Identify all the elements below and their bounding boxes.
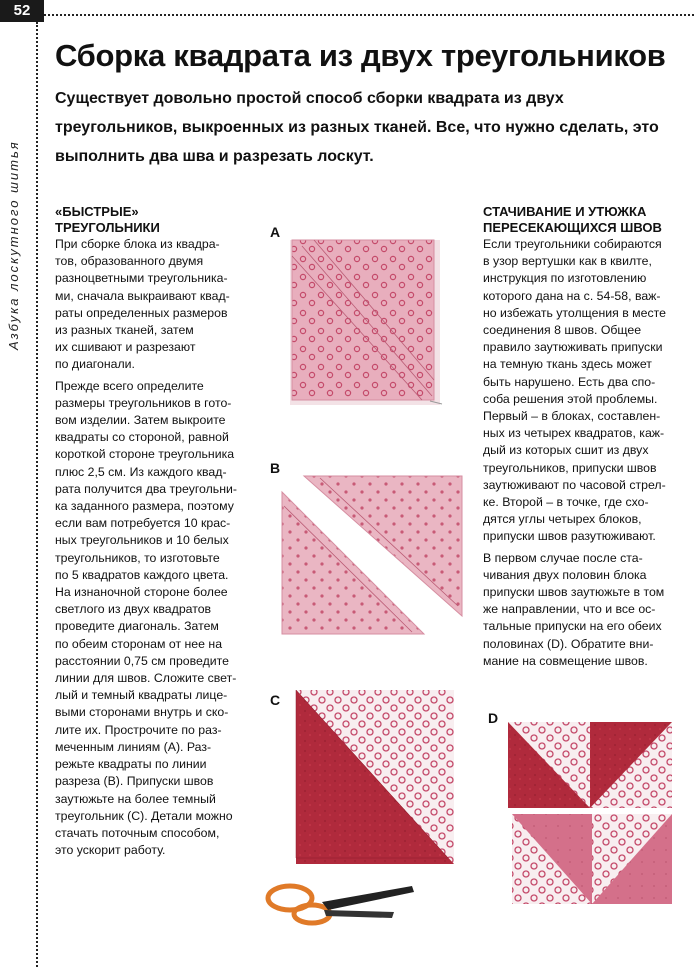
- figure-c-image: [262, 688, 467, 928]
- page-number: 52: [0, 0, 44, 22]
- right-column: [483, 204, 695, 670]
- figure-c: [262, 688, 467, 928]
- intro-paragraph: Существует довольно простой способ сборки квадрата из двух треугольников, выкроенных из разных тканей. Все, что нужно сделать, это выполнить два шва и разрезать лоскут.: [55, 90, 659, 165]
- right-paragraph-2: В первом случае после ста- чивания двух половин блока припуски швов заутюжьте в том же направлении, что и все ос- тальные припуски на его обеих половинах (D). Обратите вни- мание на совмещение швов.: [483, 550, 665, 668]
- figure-b-label: B: [270, 460, 281, 476]
- figure-d: [482, 702, 692, 917]
- figure-a: [262, 218, 467, 408]
- left-paragraph-1: При сборке блока из квадра- тов, образованного двумя разноцветными треугольника- ми, сначала выкраивают квад- раты определенных размеров из разных тканей, затем их сшивают и разрезают по диагонали.: [55, 237, 230, 372]
- figure-d-image: [482, 702, 692, 917]
- left-heading: «БЫСТРЫЕ» ТРЕУГОЛЬНИКИ: [55, 204, 160, 235]
- figure-b: [262, 456, 467, 646]
- figure-b-image: [262, 456, 467, 646]
- page-title: Сборка квадрата из двух треугольников: [55, 38, 666, 73]
- dotted-rule-horizontal: [44, 14, 694, 16]
- left-paragraph-2: Прежде всего определите размеры треугольников в гото- вом изделии. Затем выкроите квадраты со стороной, равной короткой стороне треугольника плюс 2,5 см. Из каждого квад- рата получится два треугольни- ка заданного размера, поэтому если вам потребуется 10 крас- ных треугольников и 10 белых треугольников, то изготовьте по 5 квадратов каждого цвета. На изнаночной стороне более светлого из двух квадратов проведите диагональ. Затем по обеим сторонам от нее на расстоянии 0,75 см проведите линии для швов. Сложите свет- лый и темный квадраты лице- выми сторонами внутрь и ско- лите их. Прострочите по раз- меченным линиям (A). Раз- режьте квадраты по линии разреза (B). Припуски швов заутюжьте на более темный треугольник (C). Детали можно стачать поточным способом, это ускорит работу.: [55, 378, 237, 858]
- figure-d-label: D: [488, 710, 499, 726]
- dotted-rule-vertical: [36, 22, 38, 967]
- right-paragraph-1: Если треугольники собираются в узор вертушки как в квилте, инструкция по изготовлению которого дана на с. 54-58, важ- но избежать утолщения в месте соединения 8 швов. Общее правило заутюживать припуски на темную ткань здесь может быть нарушено. Есть два спо- соба решения этой проблемы. Первый – в блоках, составлен- ных из четырех квадратов, каж- дый из которых сшит из двух треугольников, припуски швов заутюживают по часовой стрел- ке. Второй – в точке, где схо- дятся углы четырех блоков, припуски швов разутюживают.: [483, 237, 666, 544]
- figure-a-image: [262, 218, 467, 408]
- running-title: Азбука лоскутного шитья: [6, 140, 21, 350]
- figure-a-label: A: [270, 224, 281, 240]
- right-heading: СТАЧИВАНИЕ И УТЮЖКА ПЕРЕСЕКАЮЩИХСЯ ШВОВ: [483, 204, 662, 235]
- left-column: [55, 204, 265, 859]
- scissors-icon: [268, 886, 414, 923]
- figure-c-label: C: [270, 692, 281, 708]
